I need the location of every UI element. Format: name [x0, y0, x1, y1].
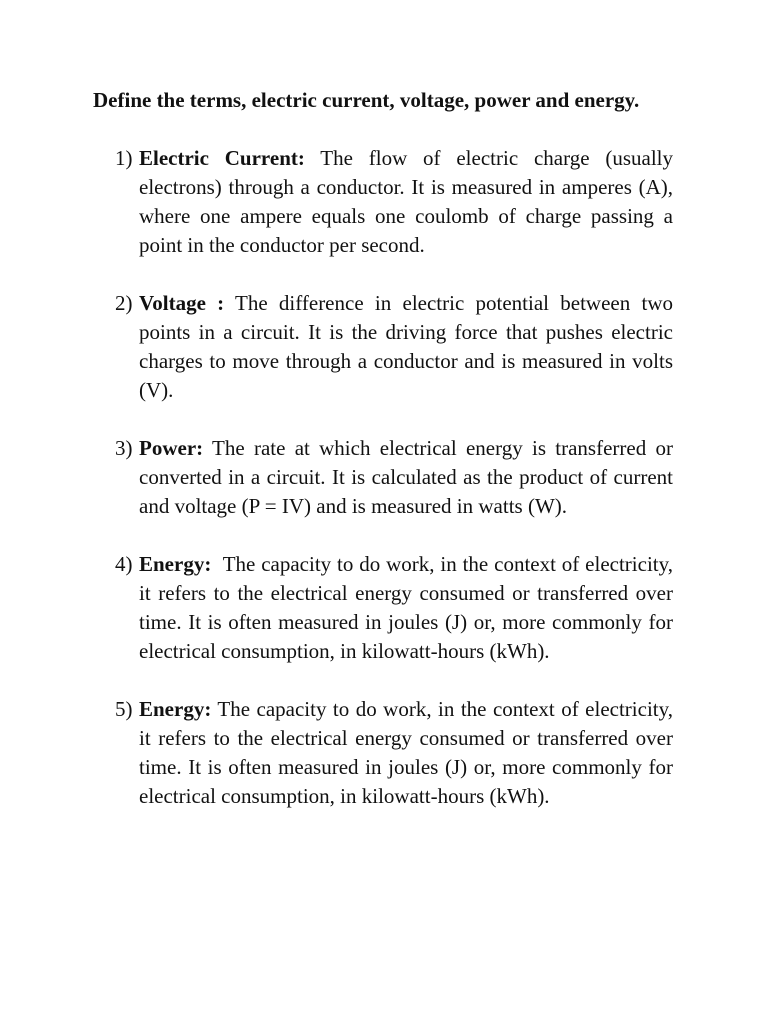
definition-item-energy-repeat [93, 695, 673, 811]
item-number: 4) [115, 552, 133, 576]
item-number: 1) [115, 146, 133, 170]
term-label: Energy: [139, 697, 212, 721]
definition-text: The capacity to do work, in the context of electricity, it refers to the electrical energy consumed or transferred over time. It is often measured in joules (J) or, more commonly for electrical consumption, in kilowatt-hours (kWh). [139, 697, 673, 808]
document-page [93, 86, 679, 840]
definition-item-energy [93, 550, 679, 666]
term-label: Electric Current: [139, 146, 305, 170]
definition-text: The flow of electric charge (usually electrons) through a conductor. It is measured in amperes (A), where one ampere equals one coulomb of charge passing a point in the conductor per second. [139, 146, 673, 257]
definition-item-power [93, 434, 673, 521]
item-number: 5) [115, 697, 133, 721]
item-number: 2) [115, 291, 133, 315]
definition-text: The rate at which electrical energy is transferred or converted in a circuit. It is calculated as the product of current and voltage (P = IV) and is measured in watts (W). [139, 436, 673, 518]
definition-text: The difference in electric potential between two points in a circuit. It is the driving force that pushes electric charges to move through a conductor and is measured in volts (V). [139, 291, 673, 402]
item-number: 3) [115, 436, 133, 460]
term-label: Voltage : [139, 291, 225, 315]
term-label: Energy: [139, 552, 212, 576]
page-heading: Define the terms, electric current, voltage, power and energy. [93, 88, 640, 112]
term-label: Power: [139, 436, 204, 460]
definition-item-voltage [93, 289, 673, 405]
definition-list [93, 144, 679, 811]
definition-item-electric-current [93, 144, 673, 260]
definition-text: The capacity to do work, in the context of electricity, it refers to the electrical energy consumed or transferred over time. It is often measured in joules (J) or, more commonly for electrical consumption, in kilowatt-hours (kWh). [139, 552, 679, 663]
